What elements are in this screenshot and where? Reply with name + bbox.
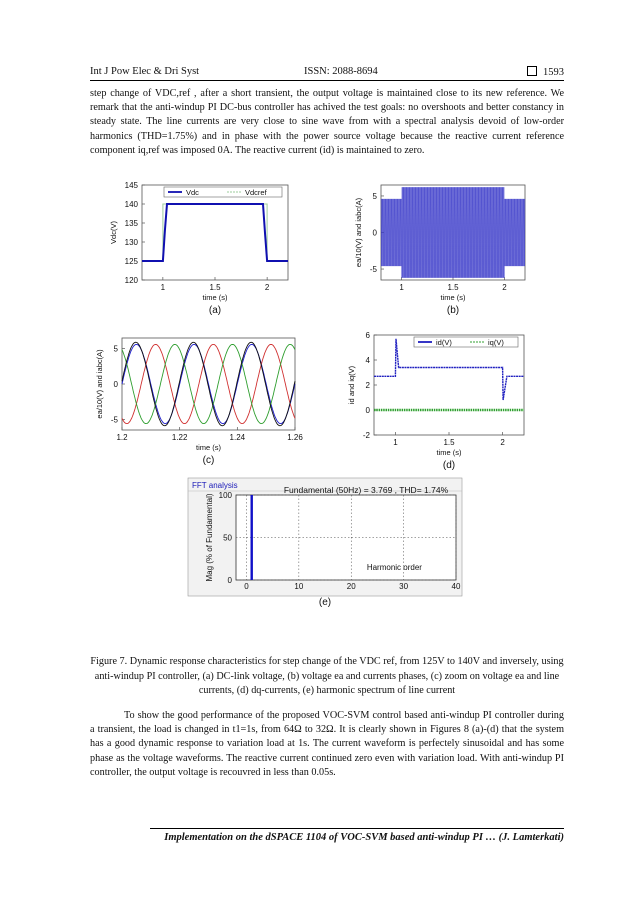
x-axis-label: time (s) xyxy=(196,443,221,452)
x-tick-label: 1 xyxy=(393,438,398,447)
y-axis-label: Mag (% of Fundamental) xyxy=(205,493,214,582)
y-tick-label: 145 xyxy=(124,181,138,190)
chart-b xyxy=(354,185,525,316)
legend-label: iq(V) xyxy=(488,338,504,347)
y-tick-label: 0 xyxy=(372,228,377,238)
y-tick-label: -2 xyxy=(362,431,370,440)
x-tick-label: 20 xyxy=(346,582,356,591)
x-axis-label: Harmonic order xyxy=(366,563,422,572)
y-tick-label: 140 xyxy=(124,200,138,209)
x-tick-label: 1.24 xyxy=(229,433,246,442)
y-tick-label: 5 xyxy=(113,344,118,354)
subfigure-label: (c) xyxy=(202,455,215,466)
y-axis-label: ea/10(V) and iabc(A) xyxy=(95,349,104,419)
x-tick-label: 30 xyxy=(399,582,409,591)
x-tick-label: 40 xyxy=(451,582,461,591)
caption-text: Figure 7. Dynamic response characteristics for step change of the VDC ref, from 125V to 140V and inversely, using anti-windup PI controller, (a) DC-link voltage, (b) voltage ea and currents phases, (c) zoom on voltage ea and line currents, (d) dq-currents, (e) harmonic spectrum of line current xyxy=(90,656,564,696)
x-tick-label: 1.2 xyxy=(116,433,128,442)
body-text: To show the good performance of the proposed VOC-SVM control based anti-windup PI controller during a transient, the load is changed in t1=1s, from 64Ω to 32Ω. It is clearly shown in Figures 8 (a)-(d) that the system has a good dynamic response to variation load at 1s. The current waveform is perfectely sinusoidal and has some phase as the voltage waveforms. The reactive current continued zero even with variation load. With anti-windup PI controller, the output voltage is recouvred in less than 0.05s. xyxy=(90,710,564,778)
x-tick-label: 2 xyxy=(502,283,507,292)
x-tick-label: 1 xyxy=(399,283,404,292)
fft-panel-title: FFT analysis xyxy=(192,481,238,490)
y-tick-label: 6 xyxy=(365,331,370,340)
chart-d xyxy=(347,331,524,471)
x-tick-label: 1.22 xyxy=(171,433,188,442)
y-axis-label: ea/10(V) and iabc(A) xyxy=(354,197,363,268)
y-axis-label: Vdc(V) xyxy=(109,221,118,244)
y-tick-label: 100 xyxy=(218,491,232,500)
issn: ISSN: 2088-8694 xyxy=(304,66,378,77)
y-tick-label: 135 xyxy=(124,219,138,228)
chart-c xyxy=(95,338,303,466)
page-number: 1593 xyxy=(543,67,564,78)
chart-a xyxy=(109,181,288,316)
y-axis-label: id and iq(V) xyxy=(347,365,356,405)
legend-label: Vdcref xyxy=(245,188,267,197)
y-tick-label: 0 xyxy=(227,576,232,585)
subfigure-label: (a) xyxy=(208,305,222,316)
footer-text: Implementation on the dSPACE 1104 of VOC-SVM based anti-windup PI … (J. Lamterkati) xyxy=(164,832,564,843)
x-tick-label: 10 xyxy=(294,582,304,591)
x-tick-label: 1.26 xyxy=(287,433,303,442)
y-tick-label: 4 xyxy=(365,356,370,365)
body-paragraph xyxy=(90,709,564,780)
y-tick-label: 0 xyxy=(365,406,370,415)
y-tick-label: 120 xyxy=(124,276,138,285)
x-tick-label: 2 xyxy=(500,438,505,447)
x-tick-label: 1 xyxy=(160,283,166,292)
x-tick-label: 1.5 xyxy=(443,438,455,447)
x-tick-label: 2 xyxy=(264,283,270,292)
x-tick-label: 1.5 xyxy=(447,283,459,292)
y-tick-label: 2 xyxy=(365,381,370,390)
x-axis-label: time (s) xyxy=(440,293,466,302)
legend-label: id(V) xyxy=(436,338,452,347)
journal-name: Int J Pow Elec & Dri Syst xyxy=(90,66,200,77)
y-tick-label: 0 xyxy=(113,380,118,389)
legend-label: Vdc xyxy=(186,188,199,197)
subfigure-label: (e) xyxy=(318,597,332,608)
fft-bar xyxy=(251,495,253,580)
x-axis-label: time (s) xyxy=(202,293,228,302)
footer-rule xyxy=(150,828,564,829)
x-tick-label: 1.5 xyxy=(209,283,221,292)
y-tick-label: -5 xyxy=(110,415,118,425)
y-tick-label: 130 xyxy=(124,238,138,247)
y-tick-label: 5 xyxy=(372,191,377,201)
x-tick-label: 0 xyxy=(244,582,249,591)
y-tick-label: 50 xyxy=(223,533,232,543)
y-tick-label: -5 xyxy=(369,265,377,275)
subfigure-label: (b) xyxy=(446,305,460,316)
fft-plot-title: Fundamental (50Hz) = 3.769 , THD= 1.74% xyxy=(283,485,449,495)
figure-caption xyxy=(90,655,564,699)
intro-text: step change of VDC,ref , after a short transient, the output voltage is maintained close to its new reference. We remark that the anti-windup PI DC-bus controller has achived the test goals: no overshoots and better constancy in steady state. The line currents are very close to sine wave from with a spectral analysis devoid of low-order harmonics (THD=1.75%) and in phase with the power source voltage because the reactive current reference component iq,ref was imposed 0A. The reactive current (id) is maintained to zero. xyxy=(90,88,564,156)
page-footer xyxy=(150,832,564,843)
y-tick-label: 125 xyxy=(124,257,138,266)
chart-e xyxy=(188,478,462,608)
x-axis-label: time (s) xyxy=(436,448,462,457)
subfigure-label: (d) xyxy=(442,460,456,471)
